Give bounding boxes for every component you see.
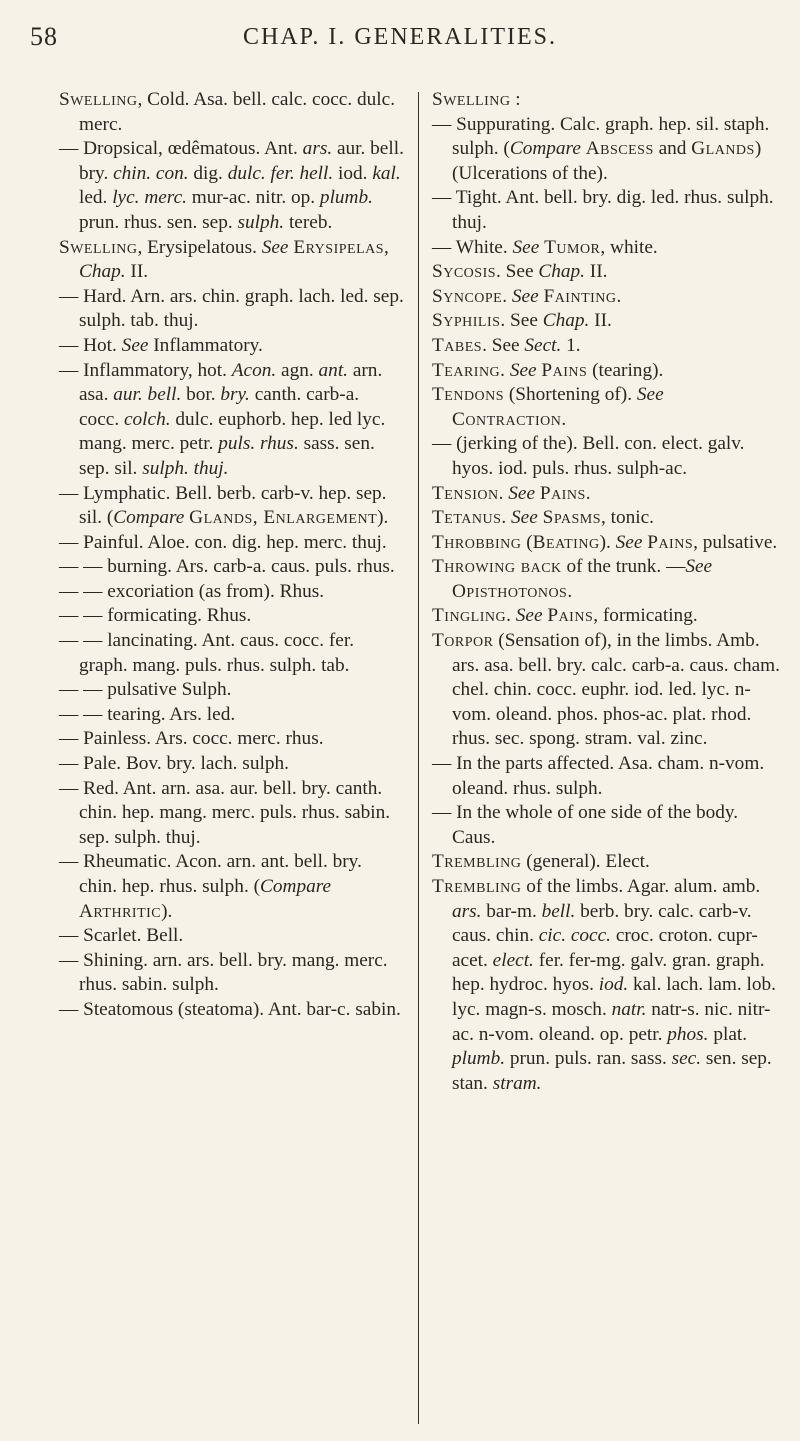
index-entry: Tendons (Shortening of). See Contraction. xyxy=(432,384,664,430)
running-title: CHAP. I. GENERALITIES. xyxy=(243,24,557,50)
index-entry: — White. See Tumor, white. xyxy=(432,236,658,258)
index-entry: — Shining. arn. ars. bell. bry. mang. merc. rhus. sabin. sulph. xyxy=(59,949,388,996)
index-entry: Syphilis. See Chap. II. xyxy=(432,310,612,332)
index-entry: Syncope. See Fainting. xyxy=(432,285,622,307)
index-entry: — Steatomous (steatoma). Ant. bar-c. sabin. xyxy=(59,998,401,1020)
left-column xyxy=(59,88,404,1023)
index-entry: Throwing back of the trunk. —See Opisthotonos. xyxy=(432,556,713,602)
index-entry: Swelling, Cold. Asa. bell. calc. cocc. dulc. merc. xyxy=(59,89,396,135)
index-entry: Throbbing (Beating). See Pains, pulsative. xyxy=(432,531,778,553)
index-entry: Tension. See Pains. xyxy=(432,482,591,504)
index-entry: — In the parts affected. Asa. cham. n-vom. oleand. rhus. sulph. xyxy=(432,753,765,799)
index-entry: — Red. Ant. arn. asa. aur. bell. bry. canth. chin. hep. mang. merc. puls. rhus. sabin. sep. sulph. thuj. xyxy=(59,777,391,848)
index-entry: — Rheumatic. Acon. arn. ant. bell. bry. chin. hep. rhus. sulph. (Compare Arthritic). xyxy=(59,851,362,922)
index-entry: Tabes. See Sect. 1. xyxy=(432,334,581,356)
index-entry: Swelling : xyxy=(432,89,521,110)
index-entry: Tetanus. See Spasms, tonic. xyxy=(432,507,654,529)
index-entry: Trembling of the limbs. Agar. alum. amb. ars. bar-m. bell. berb. bry. calc. carb-v. caus. chin. cic. cocc. croc. croton. cupr-acet. elect. fer. fer-mg. galv. gran. graph. hep. hydroc. hyos. iod. kal. lach. lam. lob. lyc. magn-s. mosch. natr. natr-s. nic. nitr-ac. n-vom. oleand. op. petr. phos. plat. plumb. prun. puls. ran. sass. sec. sen. sep. stan. stram. xyxy=(432,876,776,1094)
index-entry: — — excoriation (as from). Rhus. xyxy=(59,580,325,602)
index-entry: — Painless. Ars. cocc. merc. rhus. xyxy=(59,728,324,750)
index-entry: — Scarlet. Bell. xyxy=(59,925,184,947)
index-entry: Tingling. See Pains, formicating. xyxy=(432,605,698,627)
index-entry: — Inflammatory, hot. Acon. agn. ant. arn. asa. aur. bell. bor. bry. canth. carb-a. cocc. colch. dulc. euphorb. hep. led lyc. mang. merc. petr. puls. rhus. sass. sen. sep. sil. sulph. thuj. xyxy=(59,359,386,479)
index-entry: — — pulsative Sulph. xyxy=(59,679,232,701)
index-entry: — In the whole of one side of the body. Caus. xyxy=(432,802,739,848)
index-entry: Tearing. See Pains (tearing). xyxy=(432,359,664,381)
index-entry: — — tearing. Ars. led. xyxy=(59,703,236,725)
index-entry: — Tight. Ant. bell. bry. dig. led. rhus. sulph. thuj. xyxy=(432,187,774,233)
page-number: 58 xyxy=(30,22,58,51)
index-entry: Trembling (general). Elect. xyxy=(432,851,650,873)
index-entry: — Hard. Arn. ars. chin. graph. lach. led. sep. sulph. tab. thuj. xyxy=(59,285,404,332)
column-divider xyxy=(418,92,419,1424)
index-entry: — Pale. Bov. bry. lach. sulph. xyxy=(59,753,289,775)
index-entry: — Suppurating. Calc. graph. hep. sil. staph. sulph. (Compare Abscess and Glands) (Ulcerations of the). xyxy=(432,113,770,184)
page-header xyxy=(30,22,770,62)
index-entry: — Dropsical, œdêmatous. Ant. ars. aur. bell. bry. chin. con. dig. dulc. fer. hell. iod. kal. led. lyc. merc. mur-ac. nitr. op. plumb. prun. rhus. sen. sep. sulph. tereb. xyxy=(59,138,404,233)
index-entry: — Lymphatic. Bell. berb. carb-v. hep. sep. sil. (Compare Glands, Enlargement). xyxy=(59,482,389,529)
index-entry: — — burning. Ars. carb-a. caus. puls. rhus. xyxy=(59,556,395,578)
right-column xyxy=(432,88,780,1096)
index-entry: Swelling, Erysipelatous. See Erysipelas, Chap. II. xyxy=(59,236,389,283)
index-entry: — (jerking of the). Bell. con. elect. galv. hyos. iod. puls. rhus. sulph-ac. xyxy=(432,433,745,479)
index-entry: — — formicating. Rhus. xyxy=(59,605,252,627)
index-entry: Sycosis. See Chap. II. xyxy=(432,261,608,283)
index-entry: — Painful. Aloe. con. dig. hep. merc. thuj. xyxy=(59,531,387,553)
index-entry: — — lancinating. Ant. caus. cocc. fer. graph. mang. puls. rhus. sulph. tab. xyxy=(59,630,355,676)
index-entry: — Hot. See Inflammatory. xyxy=(59,334,263,356)
index-entry: Torpor (Sensation of), in the limbs. Amb. ars. asa. bell. bry. calc. carb-a. caus. cham. chel. chin. cocc. euphr. iod. led. lyc. n-vom. oleand. phos. phos-ac. plat. rhod. rhus. sec. spong. stram. val. zinc. xyxy=(432,630,780,750)
